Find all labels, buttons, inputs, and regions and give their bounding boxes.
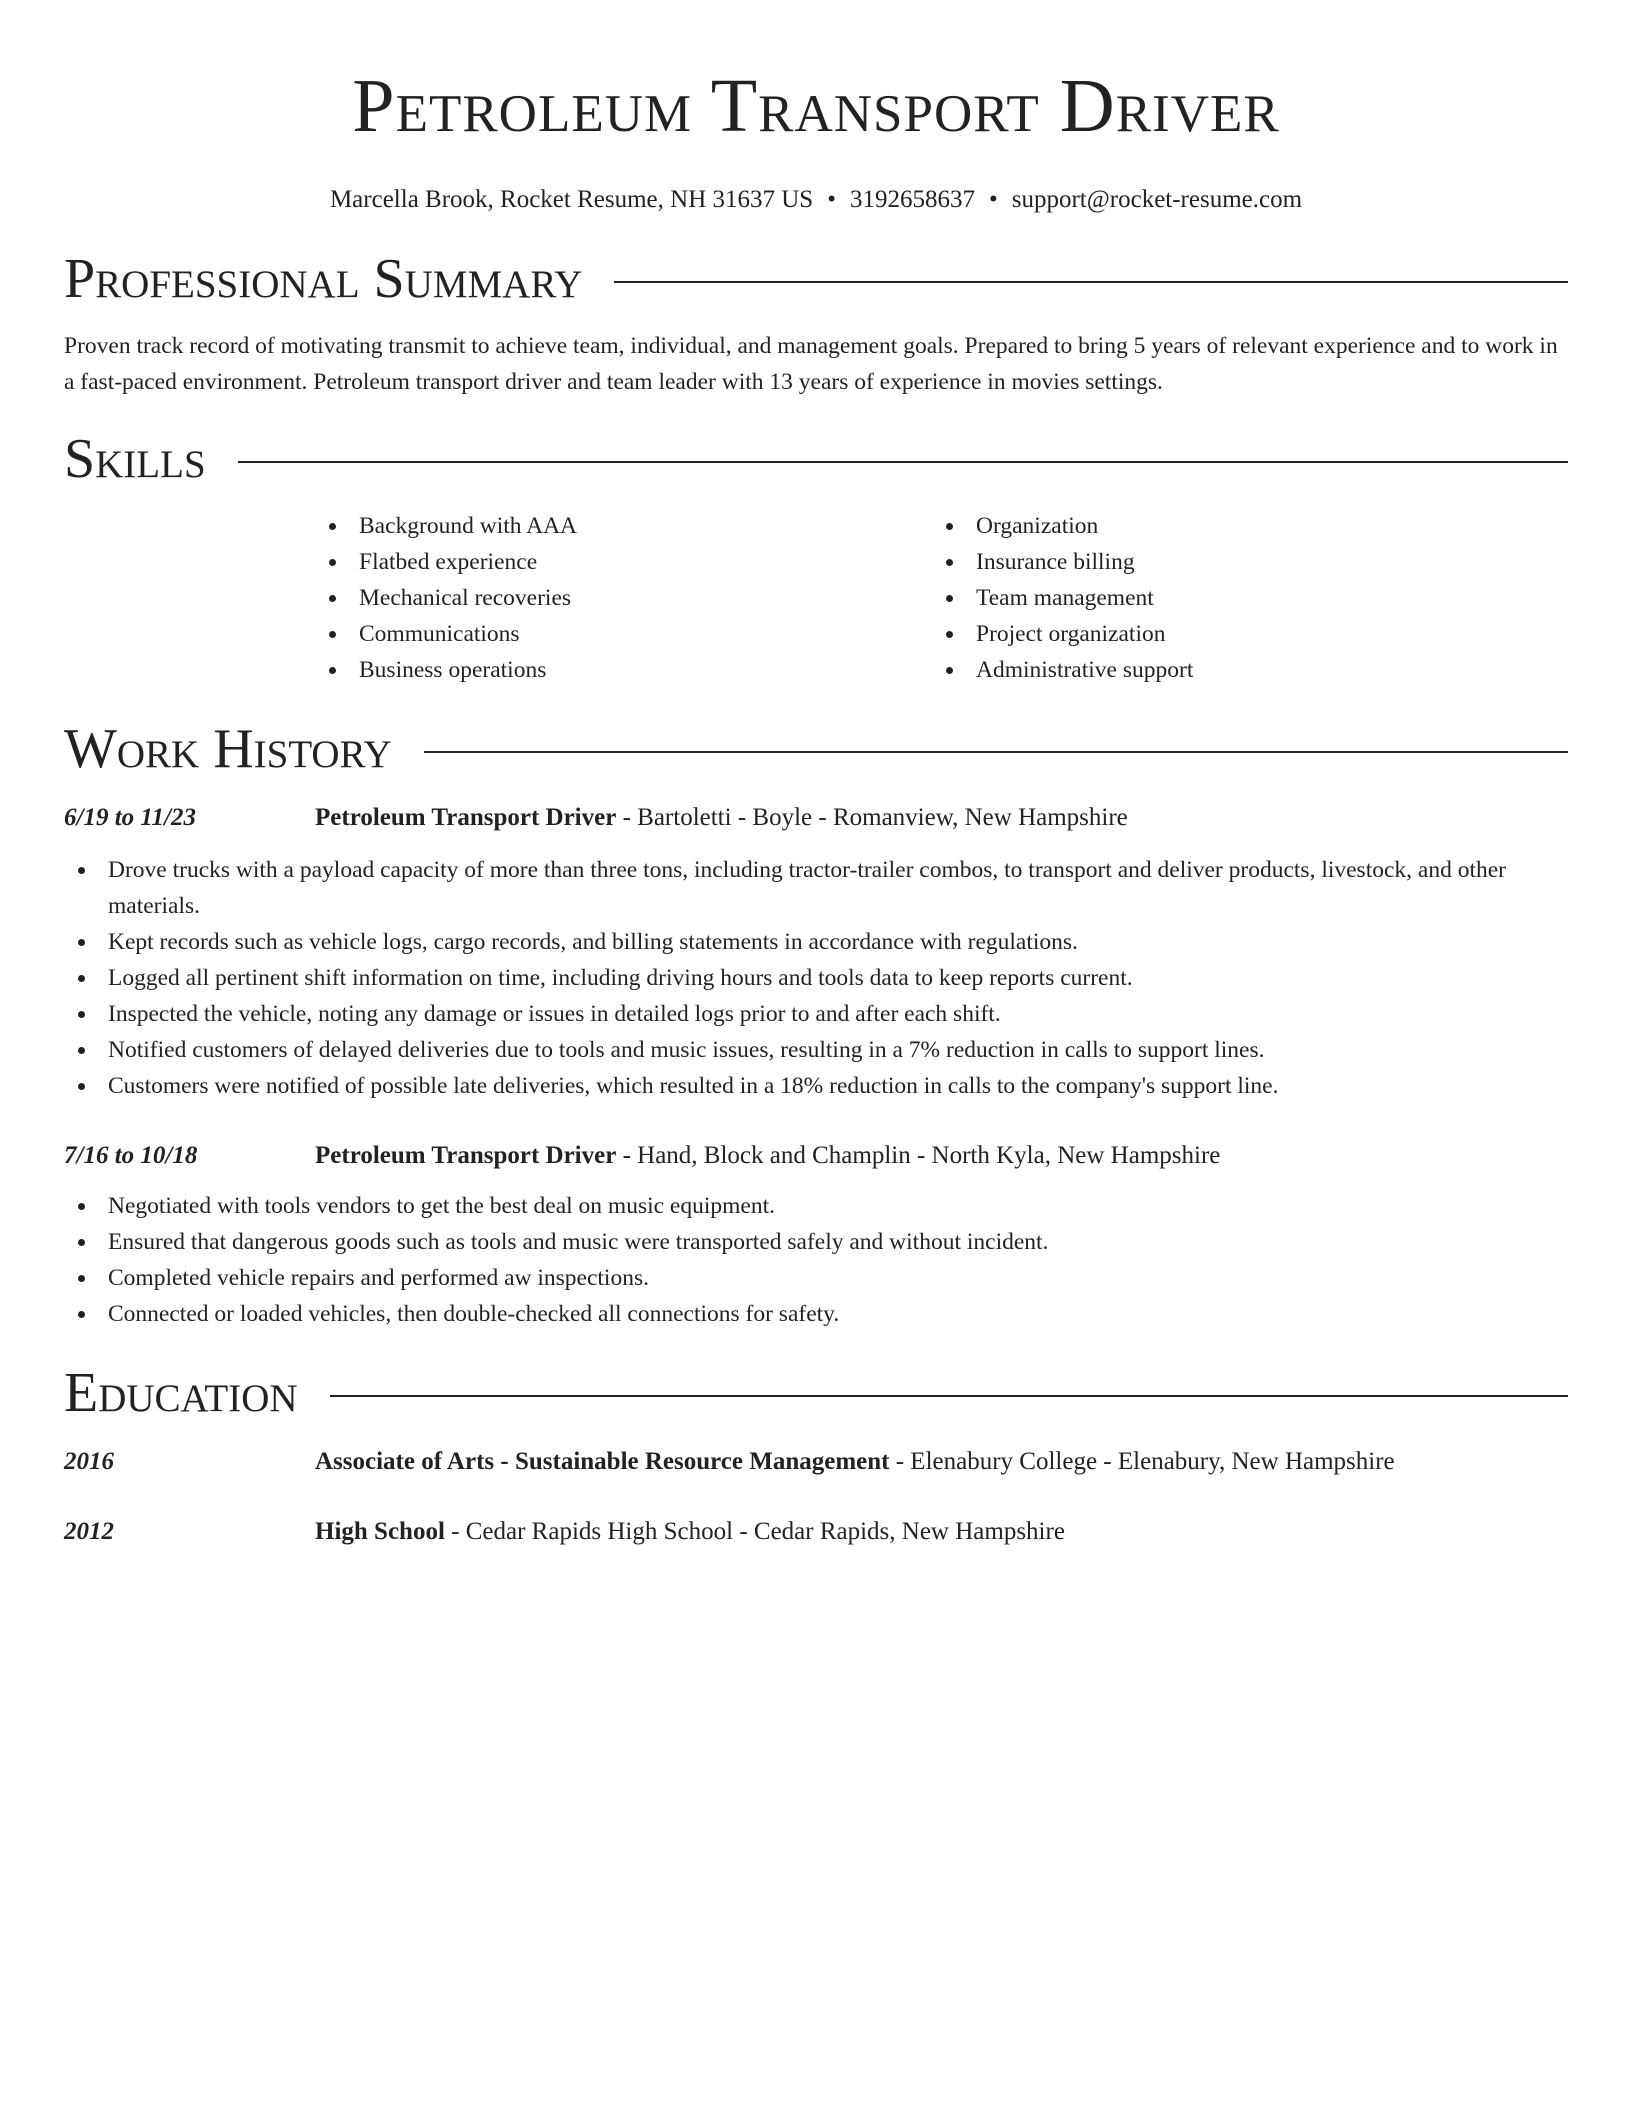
job-title-line: [315, 800, 1128, 836]
skills-column-right: [932, 508, 1549, 688]
contact-phone: 3192658637: [849, 186, 975, 213]
education-year: 2012: [64, 1518, 114, 1545]
job-header: [64, 1138, 1568, 1174]
bullet-icon: [946, 667, 953, 674]
job-entry: [64, 800, 1568, 1104]
work-history-heading-row: [64, 716, 1568, 782]
contact-line: [64, 184, 1568, 216]
job-dates: 6/19 to 11/23: [64, 804, 196, 831]
skills-column-left: [315, 508, 932, 688]
summary-heading-row: [64, 246, 1568, 312]
list-item: [64, 1032, 1568, 1068]
job-title: Petroleum Transport Driver: [315, 1142, 617, 1169]
bullet-icon: [78, 1047, 85, 1054]
education-entry: [64, 1514, 1568, 1550]
list-item: [64, 1296, 1568, 1332]
education-degree: Associate of Arts - Sustainable Resource Management: [315, 1448, 890, 1475]
bullet-icon: [78, 939, 85, 946]
bullet-icon: [946, 523, 953, 530]
job-bullets: [64, 1188, 1568, 1332]
list-item-text: Background with AAA: [359, 513, 578, 539]
list-item-text: Kept records such as vehicle logs, cargo records, and billing statements in accordance with regulations.: [108, 929, 1078, 955]
bullet-icon: [78, 1311, 85, 1318]
list-item: [64, 852, 1568, 924]
summary-text: Proven track record of motivating transmit to achieve team, individual, and management goals. Prepared to bring 5 years of relevant experience and to work in a fast-paced environment. Petroleum transport driver and team leader with 13 years of experience in movies settings.: [64, 333, 1558, 395]
contact-address: Marcella Brook, Rocket Resume, NH 31637 US: [329, 186, 814, 213]
work-history-section: [64, 716, 1568, 1332]
education-section: [64, 1360, 1568, 1550]
education-details: - Elenabury College - Elenabury, New Hampshire: [889, 1448, 1395, 1475]
list-item-text: Inspected the vehicle, noting any damage or issues in detailed logs prior to and after each shift.: [108, 1001, 1001, 1027]
skills-heading-row: [64, 426, 1568, 492]
skills-grid: [315, 508, 1568, 688]
resume-page: [64, 0, 1568, 1550]
bullet-icon: [78, 1275, 85, 1282]
job-title: Petroleum Transport Driver: [315, 804, 617, 831]
job-bullets: [64, 852, 1568, 1104]
education-title-line: [315, 1444, 1395, 1480]
bullet-icon: [78, 1083, 85, 1090]
bullet-icon: [78, 975, 85, 982]
list-item: [64, 1260, 1568, 1296]
list-item-text: Ensured that dangerous goods such as tools and music were transported safely and without incident.: [108, 1229, 1049, 1255]
list-item-text: Administrative support: [976, 657, 1194, 683]
education-details: - Cedar Rapids High School - Cedar Rapids, New Hampshire: [444, 1518, 1065, 1545]
section-divider: [424, 751, 1568, 753]
list-item-text: Business operations: [359, 657, 547, 683]
job-dates: 7/16 to 10/18: [64, 1142, 198, 1169]
bullet-icon: [329, 523, 336, 530]
job-details: - Hand, Block and Champlin - North Kyla, New Hampshire: [616, 1142, 1221, 1169]
bullet-icon: [946, 595, 953, 602]
skills-heading: Skills: [64, 428, 206, 490]
skill-item: [932, 616, 1549, 652]
education-list: [64, 1444, 1568, 1550]
contact-email: support@rocket-resume.com: [1011, 186, 1303, 213]
skill-item: [315, 580, 932, 616]
summary-heading: Professional Summary: [64, 248, 583, 310]
skill-item: [315, 508, 932, 544]
bullet-icon: [78, 867, 85, 874]
bullet-icon: [78, 1203, 85, 1210]
skill-item: [932, 580, 1549, 616]
work-history-heading: Work History: [64, 718, 392, 780]
list-item-text: Mechanical recoveries: [359, 585, 572, 611]
summary-section: [64, 246, 1568, 400]
education-title-line: [315, 1514, 1065, 1550]
list-item: [64, 1188, 1568, 1224]
skill-item: [315, 544, 932, 580]
list-item-text: Project organization: [976, 621, 1166, 647]
education-entry: [64, 1444, 1568, 1480]
bullet-icon: [329, 667, 336, 674]
list-item-text: Connected or loaded vehicles, then double-checked all connections for safety.: [108, 1301, 840, 1327]
list-item-text: Customers were notified of possible late deliveries, which resulted in a 18% reduction in calls to the company's support line.: [108, 1073, 1279, 1099]
list-item: [64, 960, 1568, 996]
skill-item: [932, 508, 1549, 544]
skills-section: [64, 426, 1568, 688]
bullet-icon: [78, 1239, 85, 1246]
list-item-text: Communications: [359, 621, 520, 647]
list-item-text: Flatbed experience: [359, 549, 538, 575]
bullet-icon: [329, 559, 336, 566]
list-item-text: Negotiated with tools vendors to get the best deal on music equipment.: [108, 1193, 776, 1219]
bullet-icon: [329, 631, 336, 638]
list-item: [64, 996, 1568, 1032]
resume-title: Petroleum Transport Driver: [352, 64, 1280, 148]
bullet-icon: [78, 1011, 85, 1018]
list-item: [64, 1068, 1568, 1104]
section-divider: [614, 281, 1568, 283]
section-divider: [238, 461, 1568, 463]
list-item-text: Team management: [976, 585, 1154, 611]
list-item: [64, 1224, 1568, 1260]
education-heading: Education: [64, 1362, 298, 1424]
list-item-text: Completed vehicle repairs and performed aw inspections.: [108, 1265, 649, 1291]
list-item-text: Notified customers of delayed deliveries due to tools and music issues, resulting in a 7% reduction in calls to support lines.: [108, 1037, 1265, 1063]
contact-separator: •: [827, 186, 836, 213]
skill-item: [315, 616, 932, 652]
list-item-text: Insurance billing: [976, 549, 1135, 575]
list-item-text: Logged all pertinent shift information on time, including driving hours and tools data to keep reports current.: [108, 965, 1133, 991]
list-item: [64, 924, 1568, 960]
bullet-icon: [329, 595, 336, 602]
education-heading-row: [64, 1360, 1568, 1426]
skill-item: [932, 652, 1549, 688]
job-list: [64, 800, 1568, 1332]
job-header: [64, 800, 1568, 836]
job-title-line: [315, 1138, 1220, 1174]
contact-separator: •: [988, 186, 998, 213]
job-entry: [64, 1138, 1568, 1332]
bullet-icon: [946, 559, 953, 566]
skill-item: [315, 652, 932, 688]
job-details: - Bartoletti - Boyle - Romanview, New Hampshire: [616, 804, 1128, 831]
list-item-text: Drove trucks with a payload capacity of more than three tons, including tractor-trailer combos, to transport and deliver products, livestock, and other materials.: [108, 857, 1506, 919]
education-degree: High School: [315, 1518, 445, 1545]
section-divider: [330, 1395, 1568, 1397]
skill-item: [932, 544, 1549, 580]
education-year: 2016: [64, 1448, 114, 1475]
list-item-text: Organization: [976, 513, 1099, 539]
bullet-icon: [946, 631, 953, 638]
